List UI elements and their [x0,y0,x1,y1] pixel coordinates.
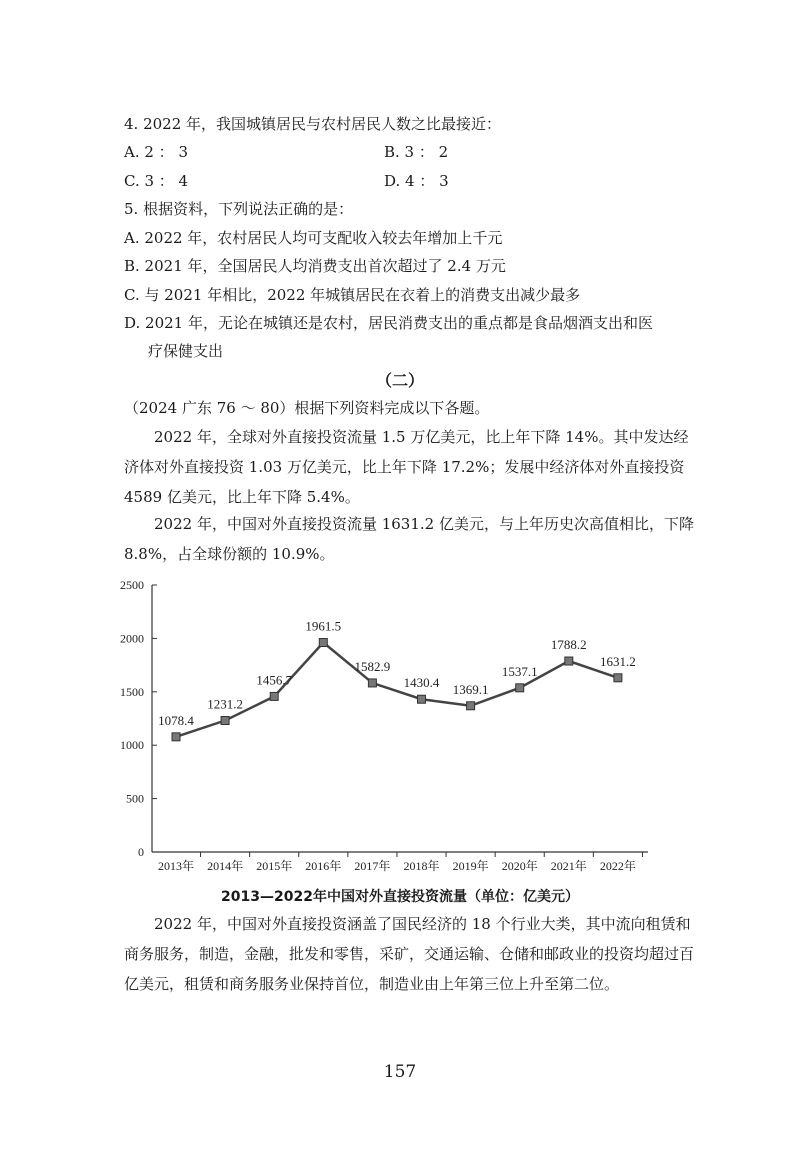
page-number: 157 [383,1062,417,1082]
x-tick-label: 2017年 [354,859,391,873]
paragraph-china-fdi: 2022 年，中国对外直接投资流量 1631.2 亿美元，与上年历史次高值相比，下降 8.8%，占全球份额的 10.9%。 [124,515,694,563]
data-label: 1369.1 [452,681,489,697]
x-tick-label: 2015年 [256,859,293,873]
question-4-option-a: A. 2 ： 3 [124,143,188,161]
data-label: 1456.7 [256,672,293,688]
y-tick-label: 1000 [120,738,144,753]
data-point [368,679,376,687]
data-point [565,657,573,665]
chart-caption: 2013—2022年中国对外直接投资流量（单位：亿美元） [221,889,579,905]
x-tick-label: 2013年 [157,859,195,873]
data-label: 1078.4 [158,712,194,728]
y-tick-label: 0 [138,845,144,859]
data-point [516,684,524,692]
data-point [270,692,278,700]
data-point [221,717,229,725]
x-tick-label: 2022年 [599,859,636,873]
question-5-option-a: A. 2022 年，农村居民人均可支配收入较去年增加上千元 [124,229,503,247]
question-4-option-c: C. 3 ： 4 [124,172,189,190]
section-intro: （2024 广东 76 ～ 80）根据下列资料完成以下各题。 [124,399,490,417]
x-tick-label: 2019年 [452,859,489,873]
x-tick-label: 2020年 [501,859,538,873]
data-point [467,702,475,710]
question-5-option-d-continued: 疗保健支出 [148,342,224,360]
data-point [172,733,180,741]
x-tick-label: 2018年 [403,859,440,873]
data-label: 1582.9 [354,658,391,674]
data-label: 1537.1 [501,663,538,679]
chart-axes [120,578,648,873]
x-tick-label: 2014年 [207,859,244,873]
y-tick-label: 500 [126,791,144,806]
question-5-option-d: D. 2021 年，无论在城镇还是农村，居民消费支出的重点都是食品烟酒支出和医 [124,314,653,332]
question-5-option-b: B. 2021 年，全国居民人均消费支出首次超过了 2.4 万元 [124,257,506,275]
data-label: 1788.2 [550,637,587,653]
question-5-stem: 5. 根据资料，下列说法正确的是： [124,200,354,218]
y-tick-label: 2000 [120,631,144,646]
x-tick-label: 2016年 [305,859,342,873]
data-point [614,674,622,682]
y-tick-label: 1500 [120,684,144,699]
data-label: 1231.2 [207,696,243,712]
paragraph-industries: 2022 年，中国对外直接投资涵盖了国民经济的 18 个行业大类，其中流向租赁和商务服务，制造，金融，批发和零售，采矿，交通运输、仓储和邮政业的投资均超过百亿美元，租赁和商务服务业保持首位，制造业由上年第三位上升至第二位。 [124,915,695,993]
data-label: 1430.4 [403,675,440,691]
data-point [319,639,327,647]
chart-plot [158,619,636,741]
question-4-option-d: D. 4 ： 3 [384,172,449,190]
data-label: 1961.5 [305,618,342,634]
series-line [176,643,618,737]
section-title: （二） [375,371,424,390]
y-tick-label: 2500 [120,578,144,592]
x-tick-label: 2021年 [550,859,587,873]
question-5-option-c: C. 与 2021 年相比，2022 年城镇居民在衣着上的消费支出减少最多 [124,286,581,304]
data-label: 1631.2 [600,653,636,669]
data-point [418,695,426,703]
question-4-stem: 4. 2022 年，我国城镇居民与农村居民人数之比最接近： [124,115,502,133]
paragraph-global-fdi: 2022 年，全球对外直接投资流量 1.5 万亿美元，比上年下降 14%。其中发达经济体对外直接投资 1.03 万亿美元，比上年下降 17.2%；发展中经济体对外直接投资 4589 亿美元，比上年下降 5.4%。 [124,428,689,506]
question-4-option-b: B. 3 ： 2 [384,143,449,161]
